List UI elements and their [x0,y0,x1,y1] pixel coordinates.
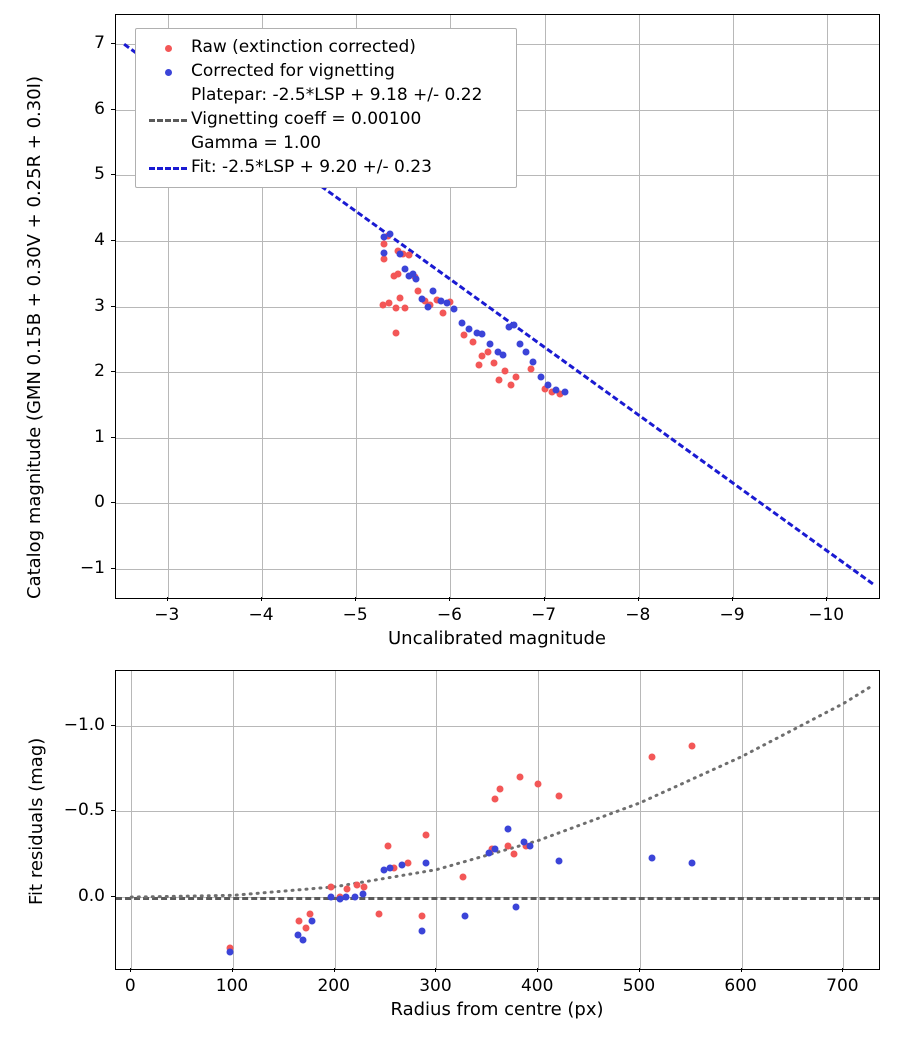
x-tick-mark [435,968,436,972]
x-tick-mark [826,597,827,601]
data-point-corrected [419,928,426,935]
y-tick-label: 6 [94,98,105,119]
y-tick-label: 1 [94,426,105,447]
data-point-corrected [511,321,518,328]
y-tick-label: 4 [94,229,105,250]
x-tick-mark [355,597,356,601]
data-point-raw [490,359,497,366]
x-tick-mark [639,968,640,972]
legend-item-raw [145,36,506,60]
data-point-corrected [458,319,465,326]
data-point-corrected [381,249,388,256]
data-point-raw [496,786,503,793]
data-point-corrected [226,948,233,955]
y-tick-label: 2 [94,361,105,381]
data-point-corrected [398,861,405,868]
x-tick-label: −5 [342,605,368,625]
data-point-raw [303,924,310,931]
legend-label-corrected: Corrected for vignetting [191,61,395,82]
y-tick-mark [111,568,115,569]
y-tick-mark [111,174,115,175]
data-point-raw [510,851,517,858]
data-point-corrected [424,303,431,310]
data-point-raw [381,256,388,263]
legend-item-vignetting-coeff [145,108,506,132]
x-tick-mark [232,968,233,972]
data-point-corrected [500,351,507,358]
data-point-corrected [562,389,569,396]
x-tick-label: −6 [436,605,462,625]
legend-item-fit [145,156,506,180]
data-point-corrected [402,265,409,272]
data-point-raw [343,885,350,892]
legend-marker-platepar-blank-icon [145,84,191,108]
legend-label-vignetting-coeff: Vignetting coeff = 0.00100 [191,109,422,130]
x-tick-label: 100 [215,976,249,996]
y-tick-label: 0.0 [77,886,105,907]
data-point-raw [535,781,542,788]
residuals-x-axis-label: Radius from centre (px) [390,999,604,1020]
gridline-horizontal [116,241,879,242]
data-point-corrected [492,846,499,853]
data-point-corrected [360,890,367,897]
legend-label-raw: Raw (extinction corrected) [191,37,416,58]
data-point-corrected [522,349,529,356]
data-point-raw [397,294,404,301]
legend-marker-fit-dash-icon [145,156,191,180]
data-point-corrected [512,904,519,911]
data-point-corrected [527,842,534,849]
y-tick-mark [111,502,115,503]
y-tick-label: 3 [94,295,105,316]
data-point-corrected [300,936,307,943]
magnitude-fit-legend [135,28,517,188]
data-point-corrected [466,325,473,332]
data-point-raw [402,304,409,311]
data-point-corrected [688,859,695,866]
legend-marker-gamma-blank-icon [145,132,191,156]
data-point-raw [419,912,426,919]
y-tick-mark [111,725,115,726]
data-point-raw [354,882,361,889]
data-point-raw [502,367,509,374]
legend-label-fit: Fit: -2.5*LSP + 9.20 +/- 0.23 [191,157,432,178]
data-point-raw [415,288,422,295]
data-point-corrected [387,230,394,237]
y-tick-mark [111,437,115,438]
legend-marker-raw-icon [145,36,191,60]
data-point-raw [386,300,393,307]
data-point-corrected [479,331,486,338]
data-point-corrected [396,251,403,258]
data-point-corrected [443,300,450,307]
y-tick-mark [111,109,115,110]
legend-marker-vignetting-dash-icon [145,108,191,132]
x-tick-label: −8 [625,605,651,625]
y-tick-label: −0.5 [63,800,105,821]
x-tick-mark [537,968,538,972]
legend-item-gamma [145,132,506,156]
x-tick-mark [261,597,262,601]
data-point-corrected [461,912,468,919]
data-point-raw [384,842,391,849]
data-point-raw [296,918,303,925]
data-point-raw [492,796,499,803]
x-tick-mark [638,597,639,601]
x-tick-mark [741,968,742,972]
data-point-raw [394,270,401,277]
x-tick-mark [732,597,733,601]
y-tick-mark [111,896,115,897]
legend-item-corrected [145,60,506,84]
legend-marker-corrected-icon [145,60,191,84]
data-point-raw [327,883,334,890]
data-point-raw [404,859,411,866]
data-point-corrected [423,859,430,866]
x-tick-label: 500 [622,976,656,996]
gridline-horizontal [116,372,879,373]
y-tick-mark [111,371,115,372]
data-point-raw [555,793,562,800]
x-tick-label: 600 [724,976,757,996]
magnitude-fit-y-axis-label: Catalog magnitude (GMN 0.15B + 0.30V + 0.25R + 0.30I) [24,75,45,599]
legend-label-platepar: Platepar: -2.5*LSP + 9.18 +/- 0.22 [191,85,483,106]
y-tick-label: −1 [79,557,105,578]
data-point-raw [392,329,399,336]
data-point-raw [475,362,482,369]
data-point-raw [405,252,412,259]
data-point-raw [528,366,535,373]
data-point-corrected [419,295,426,302]
data-point-raw [459,873,466,880]
data-point-corrected [413,275,420,282]
data-point-raw [485,349,492,356]
x-tick-label: −9 [719,605,745,625]
y-tick-label: 5 [94,164,105,185]
data-point-corrected [430,287,437,294]
magnitude-fit-x-axis-label: Uncalibrated magnitude [387,628,607,649]
data-point-raw [439,310,446,317]
data-point-corrected [545,382,552,389]
data-point-raw [392,305,399,312]
y-tick-mark [111,240,115,241]
gridline-horizontal [116,569,879,570]
data-point-corrected [555,858,562,865]
data-point-raw [376,911,383,918]
x-tick-mark [167,597,168,601]
data-point-corrected [517,341,524,348]
legend-item-platepar [145,84,506,108]
data-point-raw [496,376,503,383]
data-point-corrected [504,825,511,832]
x-tick-mark [130,968,131,972]
data-point-raw [516,774,523,781]
data-point-corrected [486,341,493,348]
y-tick-mark [111,43,115,44]
x-tick-mark [544,597,545,601]
data-point-corrected [530,358,537,365]
residuals-panel [0,660,900,1050]
data-point-raw [649,753,656,760]
data-point-corrected [386,864,393,871]
gridline-horizontal [116,307,879,308]
y-tick-label: 7 [94,33,105,54]
data-point-corrected [327,894,334,901]
x-tick-mark [449,597,450,601]
data-point-corrected [352,894,359,901]
data-point-raw [470,338,477,345]
x-tick-mark [842,968,843,972]
x-tick-label: −4 [248,605,274,625]
x-tick-label: 0 [124,976,136,996]
x-tick-label: −3 [154,605,180,625]
x-tick-label: 200 [317,976,350,996]
x-tick-label: 300 [419,976,452,996]
x-tick-label: −7 [531,605,557,625]
data-point-corrected [537,374,544,381]
x-tick-label: 700 [826,976,859,996]
gridline-horizontal [116,438,879,439]
data-point-raw [507,382,514,389]
data-point-raw [423,832,430,839]
y-tick-label: 0 [94,492,105,513]
residuals-axes [115,670,880,970]
data-point-corrected [342,894,349,901]
x-tick-label: 400 [520,976,554,996]
y-tick-mark [111,810,115,811]
x-tick-label: −10 [808,605,845,625]
data-point-corrected [451,306,458,313]
data-point-corrected [309,918,316,925]
y-tick-label: −1.0 [63,714,105,735]
data-point-corrected [552,387,559,394]
y-tick-mark [111,306,115,307]
x-tick-mark [334,968,335,972]
data-point-raw [460,331,467,338]
legend-label-gamma: Gamma = 1.00 [191,133,322,154]
data-point-raw [381,240,388,247]
data-point-raw [513,373,520,380]
data-point-raw [688,743,695,750]
data-point-corrected [649,854,656,861]
data-point-raw [504,842,511,849]
residuals-y-axis-label: Fit residuals (mag) [26,737,47,905]
vignetting-model-curve [116,671,879,969]
